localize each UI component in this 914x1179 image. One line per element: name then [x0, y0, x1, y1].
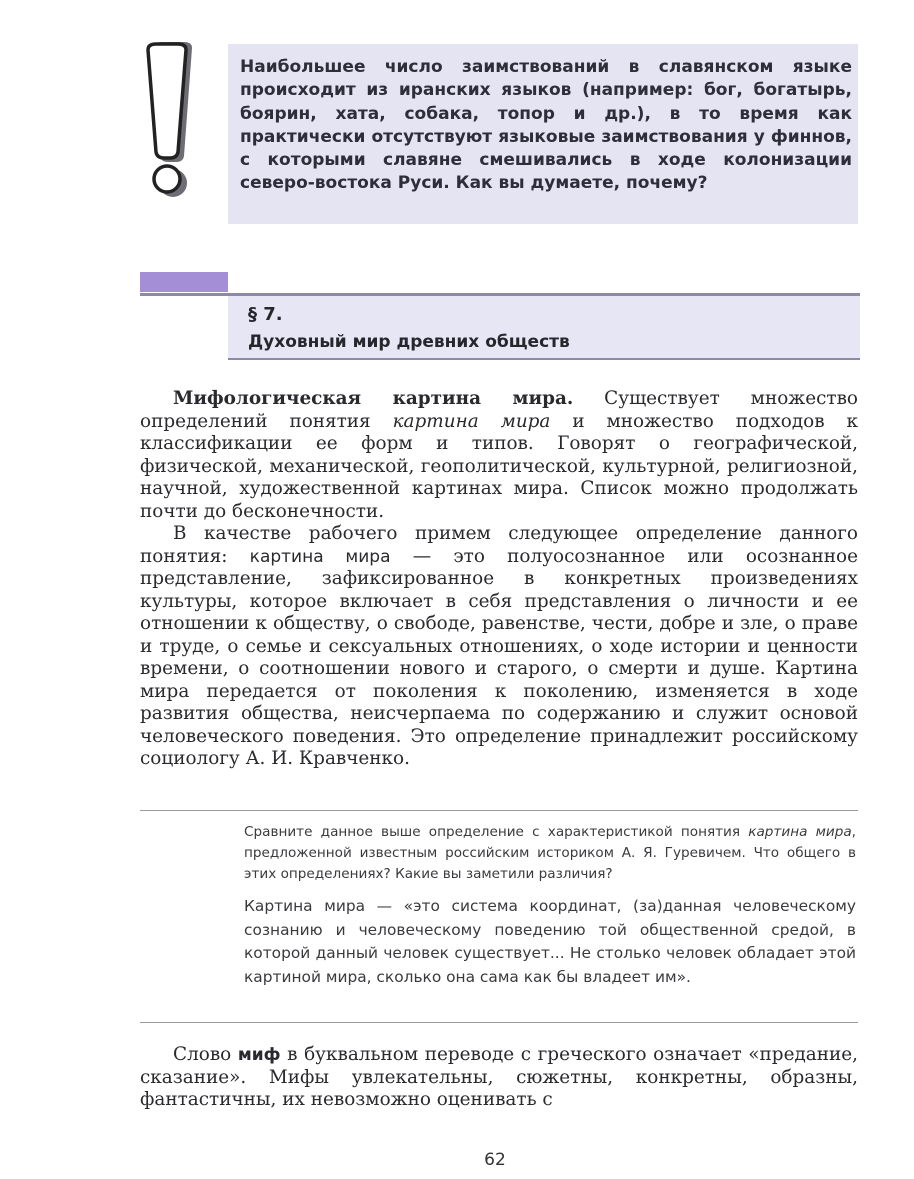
exclamation-icon — [140, 40, 198, 200]
question-text: Сравните данное выше определение с характеристикой понятия картина мира, предложенной известным российским историком А. Я. Гуревичем. Что общего в этих определениях? Какие вы заметили различия? — [244, 824, 856, 882]
page-number: 62 — [484, 1150, 506, 1170]
question-block — [244, 822, 856, 989]
term-world-picture: картина мира — [392, 410, 551, 432]
callout-text: Наибольшее число заимствований в славянском языке происходит из иранских языков (например: бог, богатырь, боярин, хата, собака, топор и др.), в то время как практически отсутствуют языковые заимствования у финнов, с которыми славяне смешивались в ходе колонизации северо-востока Руси. Как вы думаете, почему? — [240, 57, 852, 194]
question-term: картина мира — [748, 824, 852, 840]
paragraph-lead: Мифологическая картина мира. — [173, 388, 574, 409]
section-number: § 7. — [248, 304, 283, 325]
quote-text: Картина мира — «это система координат, (за)данная человеческому сознанию и человеческому поведению той общественной средой, в которой данный человек существует... Не столько человек обладает этой картиной мира, сколько она сама как бы владеет им». — [244, 897, 856, 986]
paragraph-3: Слово миф в буквальном переводе с греческого означает «предание, сказание». Мифы увлекательны, сюжетны, конкретны, образны, фантастичны, их невозможно оценивать с — [140, 1044, 858, 1110]
section-bottom-rule — [228, 358, 860, 360]
term-definition: картина мира — [249, 546, 391, 567]
divider-bottom — [140, 1022, 858, 1023]
bottom-text — [140, 1044, 858, 1112]
section-accent-bar — [140, 272, 228, 292]
main-text — [140, 388, 858, 771]
term-myth: миф — [237, 1045, 281, 1065]
paragraph-1: Мифологическая картина мира. Существует множество определений понятия картина мира и множество подходов к классификации ее форм и типов. Говорят о географической, физической, механической, геополитической, культурной, религиозной, научной, художественной картинах мира. Список можно продолжать почти до бесконечности. — [140, 388, 858, 522]
section-title: Духовный мир древних обществ — [248, 332, 570, 352]
paragraph-2: В качестве рабочего примем следующее определение данного понятия: картина мира — это полуосознанное или осознанное представление, зафиксированное в конкретных произведениях культуры, которое включает в себя представления о личности и ее отношении к обществу, о свободе, равенстве, чести, добре и зле, о праве и труде, о семье и сексуальных отношениях, о ходе истории и ценности времени, о соотношении нового и старого, о смерти и душе. Картина мира передается от поколения к поколению, изменяется в ходе развития общества, неисчерпаема по содержанию и служит основой человеческого поведения. Это определение принадлежит российскому социологу А. И. Кравченко. — [140, 523, 859, 769]
divider-top — [140, 810, 858, 811]
